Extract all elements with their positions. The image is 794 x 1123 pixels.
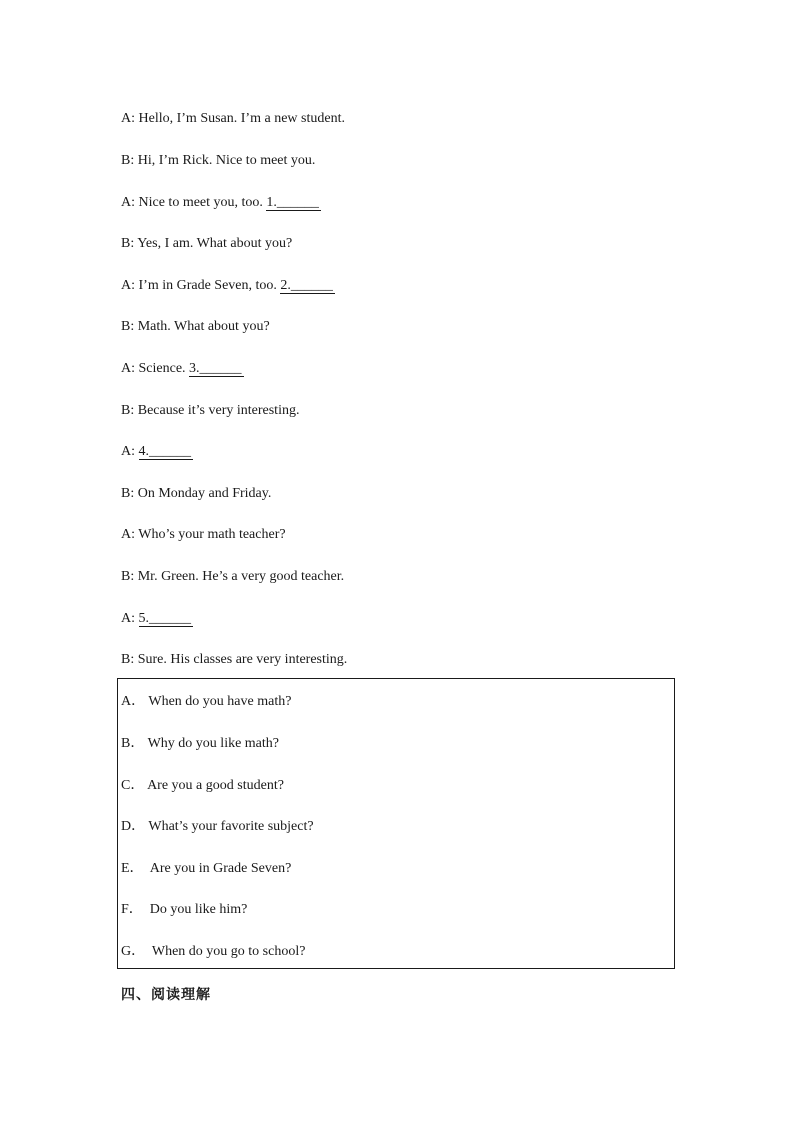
dialogue-text: A: Hello, I’m Susan. I’m a new student. [121,111,345,126]
dialogue-line-4 [121,235,292,253]
answer-blank-1: 1.______ [266,195,319,210]
dialogue-line-11 [121,526,286,544]
option-g: G． When do you go to school? [121,944,306,959]
dialogue-text: A: Nice to meet you, too. [121,195,267,210]
dialogue-text: B: Hi, I’m Rick. Nice to meet you. [121,153,316,168]
dialogue-line-14 [121,651,347,669]
dialogue-text: A: I’m in Grade Seven, too. [121,278,281,293]
option-f: F． Do you like him? [121,902,248,917]
dialogue-text: B: Sure. His classes are very interesting. [121,652,348,667]
answer-blank-2: 2.______ [280,278,333,293]
dialogue-text: A: [121,444,139,459]
dialogue-line-3 [121,194,321,212]
dialogue-text: B: Mr. Green. He’s a very good teacher. [121,569,345,584]
option-d: D． What’s your favorite subject? [121,819,314,834]
dialogue-line-2 [121,152,315,170]
dialogue-line-9 [121,443,193,461]
section-heading: 四、阅读理解 [121,987,211,1003]
answer-blank-5: 5.______ [138,611,191,626]
dialogue-text: A: Science. [121,361,190,376]
dialogue-text: B: Math. What about you? [121,319,270,334]
dialogue-line-5 [121,277,335,295]
dialogue-line-8 [121,402,299,420]
dialogue-text: B: On Monday and Friday. [121,486,272,501]
dialogue-text: B: Yes, I am. What about you? [121,236,293,251]
answer-blank-4: 4.______ [138,444,191,459]
options-box [117,678,675,969]
option-c: C． Are you a good student? [121,778,284,793]
option-b: B． Why do you like math? [121,736,279,751]
dialogue-line-10 [121,485,271,503]
dialogue-line-12 [121,568,344,586]
dialogue-line-7 [121,360,244,378]
dialogue-text: A: Who’s your math teacher? [121,527,286,542]
dialogue-line-13 [121,610,193,628]
dialogue-text: A: [121,611,139,626]
option-a: A． When do you have math? [121,694,292,709]
dialogue-line-6 [121,318,270,336]
dialogue-line-1 [121,110,345,128]
answer-blank-3: 3.______ [189,361,242,376]
option-e: E． Are you in Grade Seven? [121,861,292,876]
dialogue-text: B: Because it’s very interesting. [121,403,300,418]
